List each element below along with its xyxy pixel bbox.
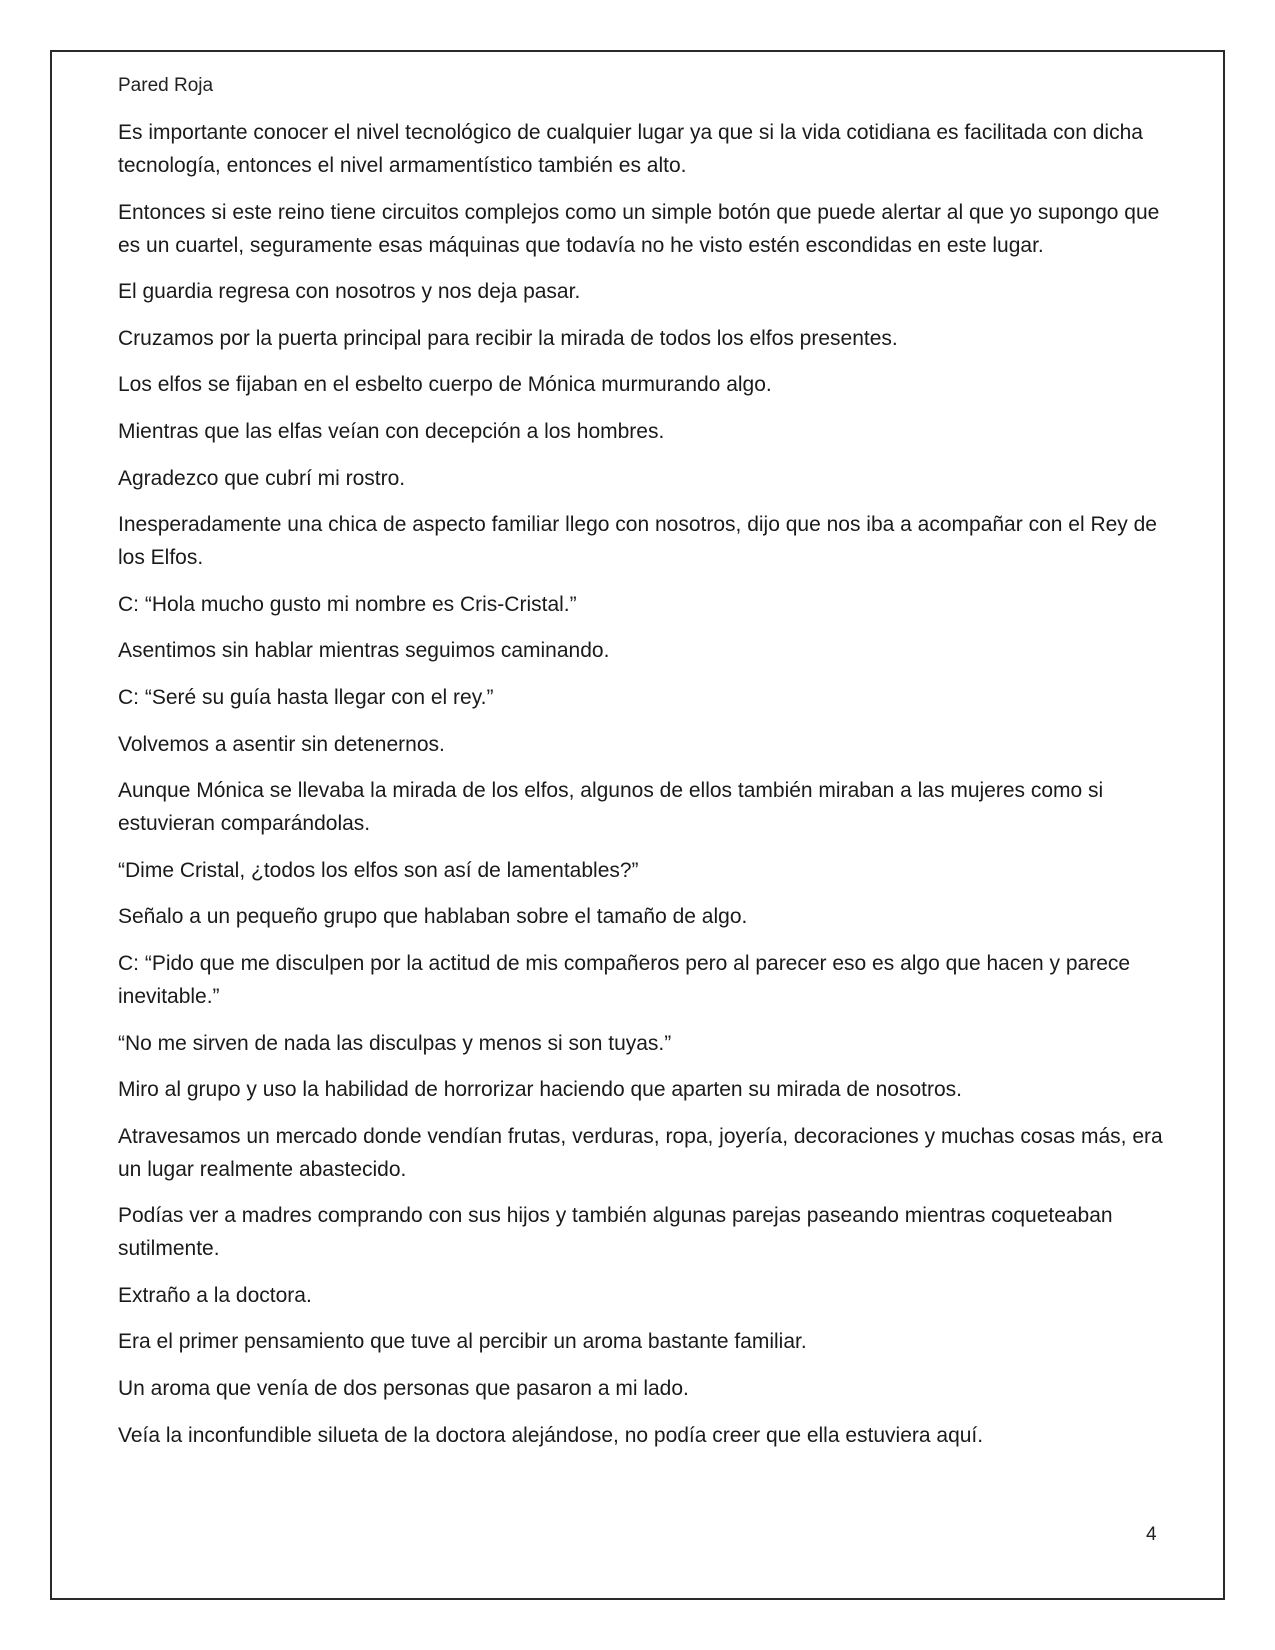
page-header-title: Pared Roja [118,75,214,96]
document-body [118,116,1163,1465]
paragraph: Aunque Mónica se llevaba la mirada de los elfos, algunos de ellos también miraban a las mujeres como si estuvieran comparándolas. [118,779,1104,836]
paragraph: Asentimos sin hablar mientras seguimos caminando. [118,639,610,663]
paragraph: C: “Seré su guía hasta llegar con el rey.” [118,685,494,709]
paragraph: “No me sirven de nada las disculpas y menos si son tuyas.” [118,1031,672,1055]
page-number: 4 [1146,1524,1157,1545]
paragraph: Señalo a un pequeño grupo que hablaban sobre el tamaño de algo. [118,905,748,929]
paragraph: Extraño a la doctora. [118,1283,312,1307]
paragraph: C: “Hola mucho gusto mi nombre es Cris-Cristal.” [118,592,577,616]
paragraph: “Dime Cristal, ¿todos los elfos son así de lamentables?” [118,858,639,882]
paragraph: Es importante conocer el nivel tecnológico de cualquier lugar ya que si la vida cotidiana es facilitada con dicha tecnología, entonces el nivel armamentístico también es alto. [118,121,1143,177]
paragraph: Atravesamos un mercado donde vendían frutas, verduras, ropa, joyería, decoraciones y muchas cosas más, era un lugar realmente abastecido. [118,1124,1163,1181]
paragraph: Los elfos se fijaban en el esbelto cuerpo de Mónica murmurando algo. [118,373,772,397]
paragraph: Mientras que las elfas veían con decepción a los hombres. [118,419,665,443]
paragraph: Entonces si este reino tiene circuitos complejos como un simple botón que puede alertar al que yo supongo que es un cuartel, seguramente esas máquinas que todavía no he visto estén escondidas en este lugar. [118,200,1160,257]
paragraph: C: “Pido que me disculpen por la actitud de mis compañeros pero al parecer eso es algo que hacen y parece inevitable.” [118,951,1131,1008]
paragraph: Inesperadamente una chica de aspecto familiar llego con nosotros, dijo que nos iba a acompañar con el Rey de los Elfos. [118,513,1157,570]
paragraph: Agradezco que cubrí mi rostro. [118,466,406,490]
paragraph: Era el primer pensamiento que tuve al percibir un aroma bastante familiar. [118,1330,807,1354]
paragraph: Podías ver a madres comprando con sus hijos y también algunas parejas paseando mientras coqueteaban sutilmente. [118,1204,1113,1261]
paragraph: Miro al grupo y uso la habilidad de horrorizar haciendo que aparten su mirada de nosotros. [118,1078,962,1102]
paragraph: Volvemos a asentir sin detenernos. [118,732,445,756]
paragraph: Veía la inconfundible silueta de la doctora alejándose, no podía creer que ella estuviera aquí. [118,1423,984,1447]
paragraph: Cruzamos por la puerta principal para recibir la mirada de todos los elfos presentes. [118,326,898,350]
paragraph: Un aroma que venía de dos personas que pasaron a mi lado. [118,1377,689,1401]
paragraph: El guardia regresa con nosotros y nos deja pasar. [118,280,581,304]
